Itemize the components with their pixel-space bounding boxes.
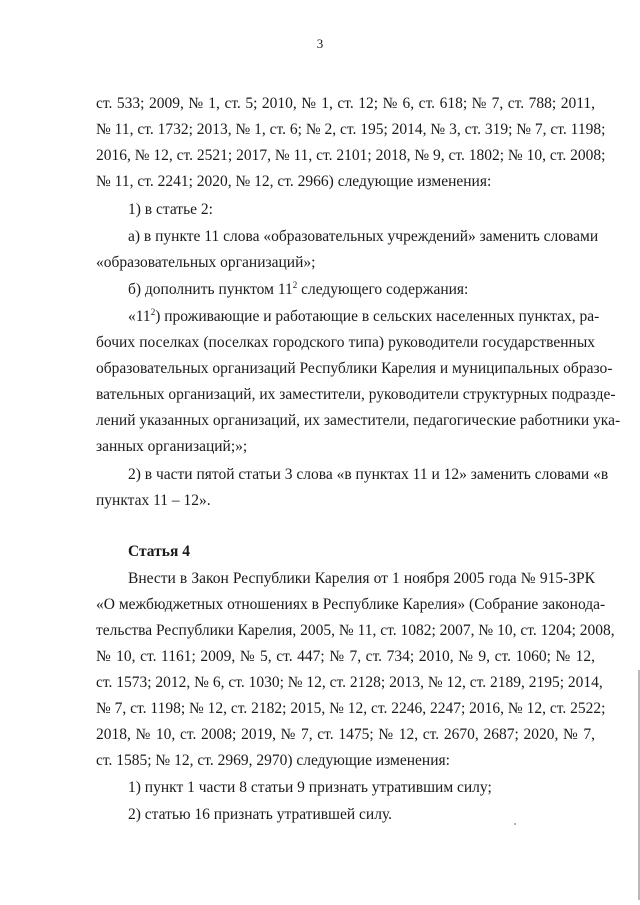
quoted-text-line: вательных организаций, их заместители, руководители структурных подразде- bbox=[96, 386, 616, 403]
text-line: Внести в Закон Республики Карелия от 1 ноября 2005 года № 915-ЗРК bbox=[128, 570, 595, 587]
quote-open: «11 bbox=[128, 308, 151, 325]
list-item: 2) в части пятой статьи 3 слова «в пунктах 11 и 12» заменить словами «в bbox=[128, 466, 609, 483]
quoted-text-line: лений указанных организаций, их заместители, педагогические работники ука- bbox=[96, 412, 621, 429]
list-item: а) в пункте 11 слова «образовательных учреждений» заменить словами bbox=[128, 228, 599, 245]
quoted-text-line: бочих поселках (поселках городского типа) руководители государственных bbox=[96, 334, 595, 351]
superscript: 2 bbox=[292, 280, 298, 290]
quoted-text-line: образовательных организаций Республики Карелия и муниципальных образо- bbox=[96, 360, 613, 377]
article-heading: Статья 4 bbox=[128, 543, 190, 560]
text-line: тельства Республики Карелия, 2005, № 11, ст. 1082; 2007, № 10, ст. 1204; 2008, bbox=[96, 622, 615, 639]
list-item: 1) в статье 2: bbox=[128, 201, 213, 218]
list-item: 2) статью 16 признать утратившей силу. bbox=[128, 806, 393, 823]
text-line: пунктах 11 – 12». bbox=[96, 492, 211, 509]
text-line: «О межбюджетных отношениях в Республике Карелия» (Собрание законода- bbox=[96, 596, 606, 613]
list-item: 1) пункт 1 части 8 статьи 9 признать утратившим силу; bbox=[128, 779, 492, 796]
text-line: № 11, ст. 2241; 2020, № 12, ст. 2966) следующие изменения: bbox=[96, 173, 492, 190]
text-line: № 7, ст. 1198; № 12, ст. 2182; 2015, № 12, ст. 2246, 2247; 2016, № 12, ст. 2522; bbox=[96, 700, 606, 717]
item-b-text: б) дополнить пунктом 11 bbox=[128, 281, 293, 298]
text-line: 2018, № 10, ст. 2008; 2019, № 7, ст. 1475; № 12, ст. 2670, 2687; 2020, № 7, bbox=[96, 726, 595, 743]
quoted-text-line: занных организаций;»; bbox=[96, 438, 248, 455]
text-line: «образовательных организаций»; bbox=[96, 254, 316, 271]
text-line: ст. 1573; 2012, № 6, ст. 1030; № 12, ст. 2128; 2013, № 12, ст. 2189, 2195; 2014, bbox=[96, 674, 603, 691]
scan-speck bbox=[514, 823, 516, 825]
quoted-text-line bbox=[128, 307, 600, 326]
text-line: № 11, ст. 1732; 2013, № 1, ст. 6; № 2, ст. 195; 2014, № 3, ст. 319; № 7, ст. 1198; bbox=[96, 121, 606, 138]
item-b-text-rest: следующего содержания: bbox=[297, 281, 469, 298]
text-line: № 10, ст. 1161; 2009, № 5, ст. 447; № 7, ст. 734; 2010, № 9, ст. 1060; № 12, bbox=[96, 648, 595, 665]
page-number: 3 bbox=[316, 36, 324, 51]
quote-first-rest: ) проживающие и работающие в сельских населенных пунктах, ра- bbox=[155, 308, 600, 325]
text-line: ст. 533; 2009, № 1, ст. 5; 2010, № 1, ст. 12; № 6, ст. 618; № 7, ст. 788; 2011, bbox=[96, 95, 595, 112]
text-line: 2016, № 12, ст. 2521; 2017, № 11, ст. 2101; 2018, № 9, ст. 1802; № 10, ст. 2008; bbox=[96, 147, 606, 164]
text-line: ст. 1585; № 12, ст. 2969, 2970) следующие изменения: bbox=[96, 752, 450, 769]
list-item bbox=[128, 281, 595, 299]
superscript: 2 bbox=[150, 307, 156, 317]
